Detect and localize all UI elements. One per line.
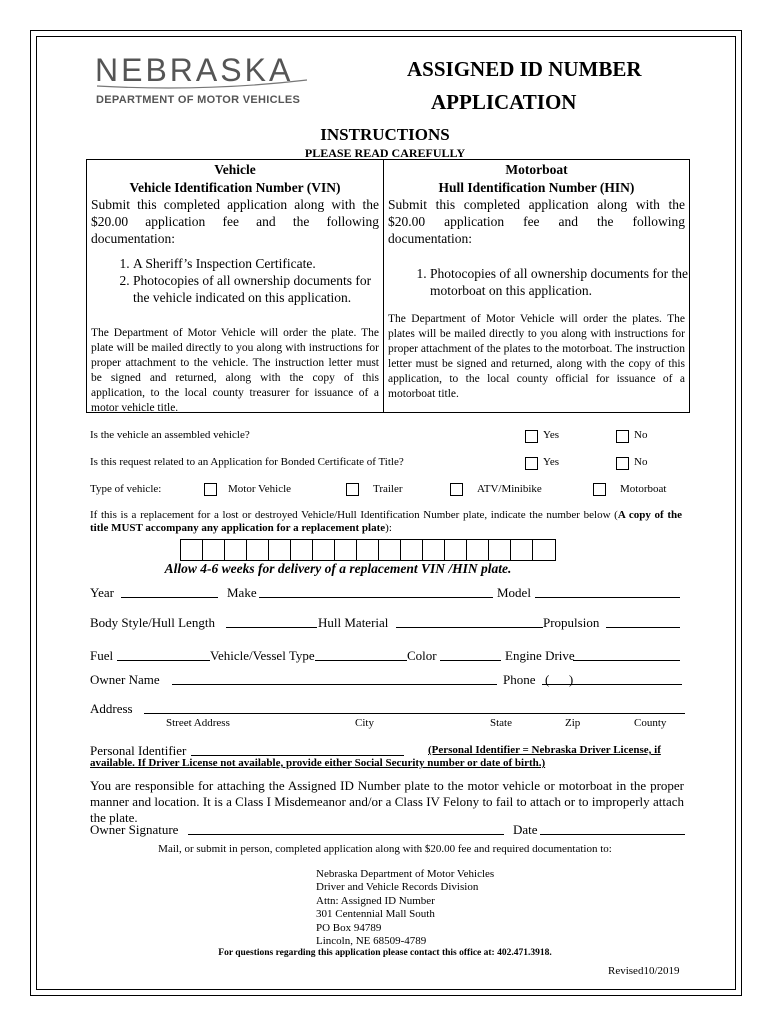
- vessel-type-label: Vehicle/Vessel Type: [210, 648, 315, 663]
- vin-cell[interactable]: [357, 540, 379, 560]
- zip-caption: Zip: [565, 717, 581, 729]
- phone-area-code: ( ): [545, 672, 574, 687]
- personal-id-note-1: (Personal Identifier = Nebraska Driver License, if: [428, 744, 661, 756]
- vehicle-doc-list: [87, 255, 383, 306]
- list-item: 2. Photocopies of all ownership documents for the vehicle indicated on this application.: [133, 272, 383, 306]
- type-atv-checkbox[interactable]: [450, 483, 463, 496]
- instructions-table: [86, 159, 690, 413]
- vin-number-grid[interactable]: [180, 539, 556, 561]
- responsibility-text: You are responsible for attaching the Assigned ID Number plate to the motor vehicle or motorboat in the proper manner and location. It is a Class I Misdemeanor and/or a Class IV Felony to fail to attach or to improperly attach the plate.: [90, 778, 684, 825]
- assembled-yes-checkbox[interactable]: [525, 430, 538, 443]
- vin-cell[interactable]: [291, 540, 313, 560]
- vin-cell[interactable]: [335, 540, 357, 560]
- vessel-type-field[interactable]: [315, 648, 407, 661]
- year-field[interactable]: [121, 585, 218, 598]
- personal-id-label: Personal Identifier: [90, 743, 187, 758]
- street-address-caption: Street Address: [166, 717, 230, 729]
- vin-cell[interactable]: [225, 540, 247, 560]
- bonded-no-label: No: [634, 456, 648, 468]
- engine-drive-field[interactable]: [573, 648, 680, 661]
- fuel-field[interactable]: [117, 648, 210, 661]
- replacement-bold-text: A copy of the title MUST accompany any application for a replacement plate: [90, 509, 682, 534]
- type-motorboat-checkbox[interactable]: [593, 483, 606, 496]
- replacement-text: If this is a replacement for a lost or destroyed Vehicle/Hull Identification Number plate, indicate the number below (: [90, 509, 618, 521]
- replacement-end: ):: [385, 522, 392, 534]
- type-motorboat-label: Motorboat: [620, 483, 667, 495]
- date-field[interactable]: [540, 822, 685, 835]
- vin-cell[interactable]: [379, 540, 401, 560]
- state-caption: State: [490, 717, 512, 729]
- motorboat-doc-list: [384, 265, 689, 299]
- please-read-label: PLEASE READ CAREFULLY: [304, 146, 466, 160]
- mail-intro: Mail, or submit in person, completed application along with $20.00 fee and required documentation to:: [158, 843, 612, 855]
- motorboat-column: [384, 160, 689, 412]
- vin-heading: Vehicle Identification Number (VIN): [129, 180, 341, 195]
- vin-cell[interactable]: [467, 540, 489, 560]
- color-field[interactable]: [440, 648, 501, 661]
- vin-cell[interactable]: [269, 540, 291, 560]
- make-label: Make: [227, 585, 257, 600]
- propulsion-label: Propulsion: [543, 615, 600, 630]
- engine-drive-label: Engine Drive: [505, 648, 575, 663]
- type-trailer-label: Trailer: [373, 483, 403, 495]
- make-field[interactable]: [259, 585, 493, 598]
- instructions-heading: INSTRUCTIONS: [320, 125, 450, 144]
- vin-cell[interactable]: [401, 540, 423, 560]
- phone-label: Phone: [503, 672, 536, 687]
- owner-name-field[interactable]: [172, 672, 497, 685]
- type-trailer-checkbox[interactable]: [346, 483, 359, 496]
- list-item: 1. A Sheriff’s Inspection Certificate.: [133, 255, 383, 272]
- vehicle-type-label: Type of vehicle:: [90, 483, 162, 495]
- hull-material-label: Hull Material: [318, 615, 389, 630]
- body-style-label: Body Style/Hull Length: [90, 615, 215, 630]
- county-caption: County: [634, 717, 667, 729]
- vin-cell[interactable]: [445, 540, 467, 560]
- vehicle-column: [87, 160, 384, 412]
- revision-date: Revised10/2019: [608, 965, 680, 977]
- year-label: Year: [90, 585, 114, 600]
- type-motor-vehicle-label: Motor Vehicle: [228, 483, 292, 495]
- nebraska-logo: NEBRASKA: [95, 52, 294, 88]
- hin-heading: Hull Identification Number (HIN): [438, 180, 635, 195]
- vin-cell[interactable]: [489, 540, 511, 560]
- address-line: Driver and Vehicle Records Division: [316, 881, 479, 894]
- logo-swoosh-icon: [95, 78, 310, 90]
- assembled-question: Is the vehicle an assembled vehicle?: [90, 429, 250, 441]
- motorboat-intro: Submit this completed application along with the $20.00 application fee and the following documentation:: [388, 197, 685, 246]
- bonded-yes-checkbox[interactable]: [525, 457, 538, 470]
- personal-id-note-2: available. If Driver License not available, provide either Social Security number or date of birth.): [90, 757, 546, 769]
- vin-cell[interactable]: [313, 540, 335, 560]
- page-title-line1: ASSIGNED ID NUMBER: [407, 57, 642, 81]
- address-line: PO Box 94789: [316, 921, 382, 934]
- assembled-yes-label: Yes: [543, 429, 560, 441]
- vin-cell[interactable]: [247, 540, 269, 560]
- body-style-field[interactable]: [226, 615, 317, 628]
- dmv-subtitle: DEPARTMENT OF MOTOR VEHICLES: [96, 94, 301, 106]
- vin-cell[interactable]: [423, 540, 445, 560]
- personal-id-field[interactable]: [191, 743, 404, 756]
- hull-material-field[interactable]: [396, 615, 543, 628]
- owner-signature-label: Owner Signature: [90, 822, 179, 837]
- address-line: Attn: Assigned ID Number: [316, 894, 435, 907]
- propulsion-field[interactable]: [606, 615, 680, 628]
- type-atv-label: ATV/Minibike: [477, 483, 542, 495]
- address-field[interactable]: [144, 701, 685, 714]
- address-line: Nebraska Department of Motor Vehicles: [316, 868, 495, 880]
- model-field[interactable]: [535, 585, 680, 598]
- bonded-question: Is this request related to an Application for Bonded Certificate of Title?: [90, 456, 404, 468]
- vin-cell[interactable]: [511, 540, 533, 560]
- motorboat-heading: Motorboat: [505, 162, 568, 177]
- bonded-yes-label: Yes: [543, 456, 560, 468]
- assembled-no-checkbox[interactable]: [616, 430, 629, 443]
- owner-signature-field[interactable]: [188, 822, 504, 835]
- motorboat-note: The Department of Motor Vehicle will order the plates. The plates will be mailed directly to you along with instructions for proper attachment of the plates to the motorboat. The instruction letter must be signed and returned, along with the copy of this application, to the local county official for issuance of a motorboat title.: [388, 313, 685, 400]
- vin-cell[interactable]: [181, 540, 203, 560]
- list-item: 1. Photocopies of all ownership documents for the motorboat on this application.: [430, 265, 689, 299]
- type-motor-vehicle-checkbox[interactable]: [204, 483, 217, 496]
- vin-cell[interactable]: [533, 540, 555, 560]
- fuel-label: Fuel: [90, 648, 114, 663]
- vin-cell[interactable]: [203, 540, 225, 560]
- delivery-note: Allow 4-6 weeks for delivery of a replacement VIN /HIN plate.: [164, 561, 512, 576]
- address-label: Address: [90, 701, 133, 716]
- vehicle-note: The Department of Motor Vehicle will order the plate. The plate will be mailed directly to you along with instructions for proper attachment to the vehicle. The instruction letter must be signed and returned, along with the copy of this application, to the local county treasurer for issuance of a motor vehicle title.: [91, 327, 379, 414]
- vehicle-heading: Vehicle: [214, 162, 256, 177]
- color-label: Color: [407, 648, 437, 663]
- address-line: 301 Centennial Mall South: [316, 908, 435, 921]
- mailing-address: [316, 868, 494, 948]
- date-label: Date: [513, 822, 538, 837]
- address-line: Lincoln, NE 68509-4789: [316, 935, 427, 948]
- bonded-no-checkbox[interactable]: [616, 457, 629, 470]
- page-title-line2: APPLICATION: [431, 90, 577, 114]
- replacement-instructions: [90, 509, 682, 535]
- vehicle-intro: Submit this completed application along with the $20.00 application fee and the following documentation:: [91, 197, 379, 246]
- city-caption: City: [355, 717, 374, 729]
- model-label: Model: [497, 585, 531, 600]
- owner-name-label: Owner Name: [90, 672, 160, 687]
- contact-info: For questions regarding this application please contact this office at: 402.471.3918.: [218, 948, 552, 958]
- assembled-no-label: No: [634, 429, 648, 441]
